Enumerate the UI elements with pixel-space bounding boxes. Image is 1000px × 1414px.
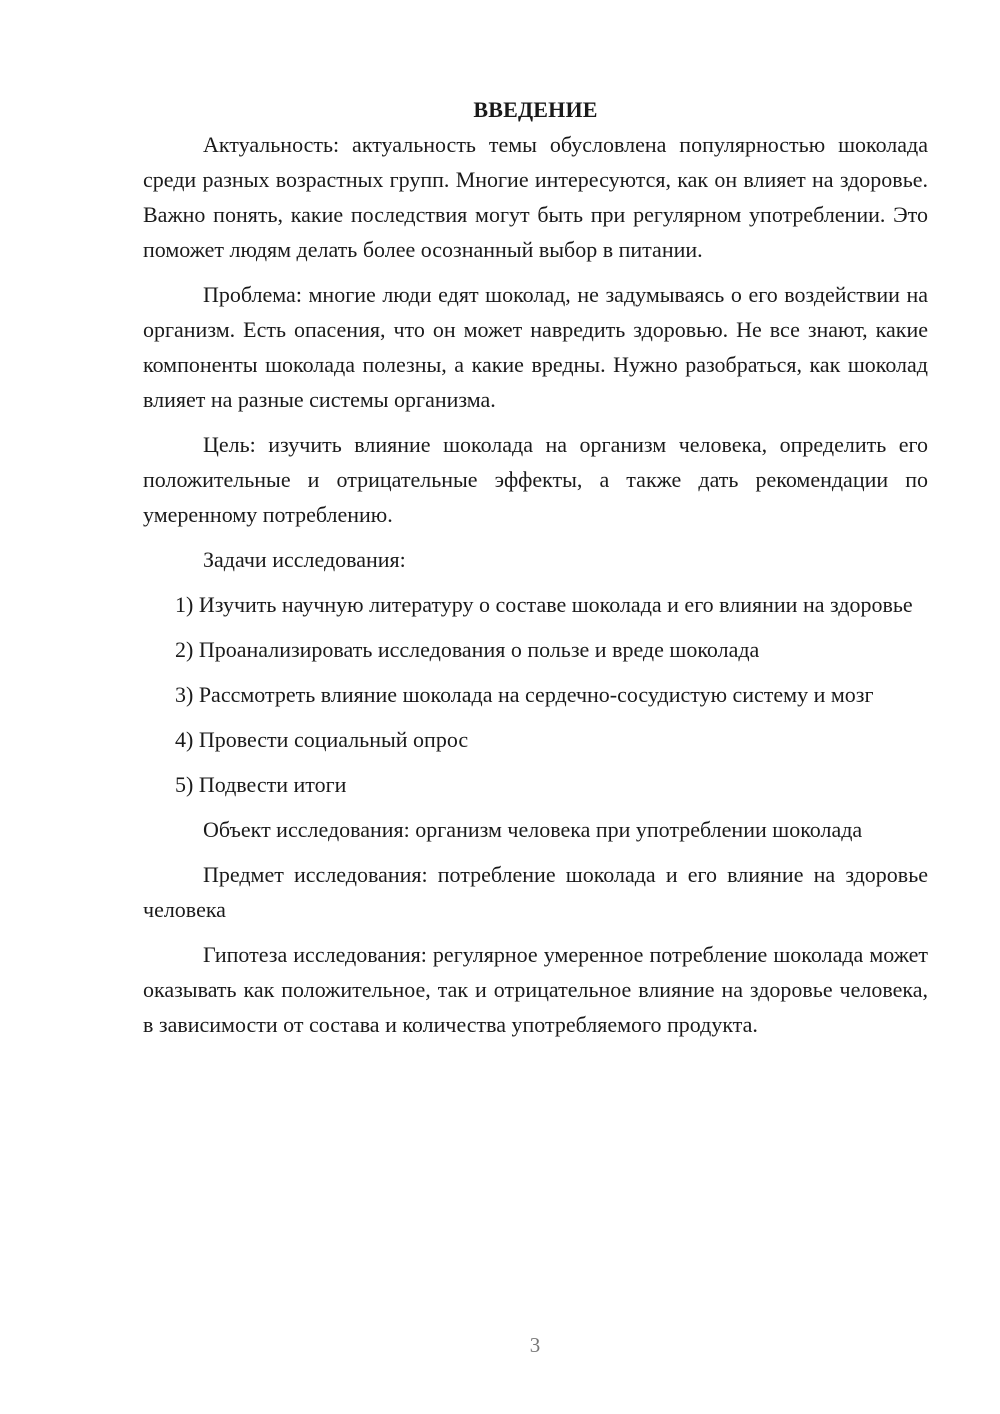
task-item-3: 3) Рассмотреть влияние шоколада на сердечно-сосудистую систему и мозг (175, 682, 874, 707)
hypothesis-paragraph: Гипотеза исследования: регулярное умеренное потребление шоколада может оказывать как положительное, так и отрицательное влияние на здоровье человека, в зависимости от состава и количества употребляемого продукта. (143, 942, 928, 1037)
subject-paragraph: Предмет исследования: потребление шоколада и его влияние на здоровье человека (143, 862, 928, 922)
goal-paragraph: Цель: изучить влияние шоколада на организм человека, определить его положительные и отрицательные эффекты, а также дать рекомендации по умеренному потреблению. (143, 432, 928, 527)
relevance-paragraph: Актуальность: актуальность темы обусловлена популярностью шоколада среди разных возрастных групп. Многие интересуются, как он влияет на здоровье. Важно понять, какие последствия могут быть при регулярном употреблении. Это поможет людям делать более осознанный выбор в питании. (143, 132, 928, 262)
tasks-title: Задачи исследования: (203, 547, 406, 572)
section-heading: ВВЕДЕНИЕ (473, 97, 598, 122)
object-paragraph: Объект исследования: организм человека при употреблении шоколада (203, 817, 863, 842)
page-content (143, 92, 928, 1052)
page-number: 3 (529, 1333, 541, 1357)
task-item-4: 4) Провести социальный опрос (175, 727, 469, 752)
task-item-1: 1) Изучить научную литературу о составе шоколада и его влиянии на здоровье (175, 592, 913, 617)
problem-paragraph: Проблема: многие люди едят шоколад, не задумываясь о его воздействии на организм. Есть опасения, что он может навредить здоровью. Не все знают, какие компоненты шоколада полезны, а какие вредны. Нужно разобраться, как шоколад влияет на разные системы организма. (143, 282, 928, 412)
task-item-2: 2) Проанализировать исследования о пользе и вреде шоколада (175, 637, 760, 662)
task-item-5: 5) Подвести итоги (175, 772, 347, 797)
